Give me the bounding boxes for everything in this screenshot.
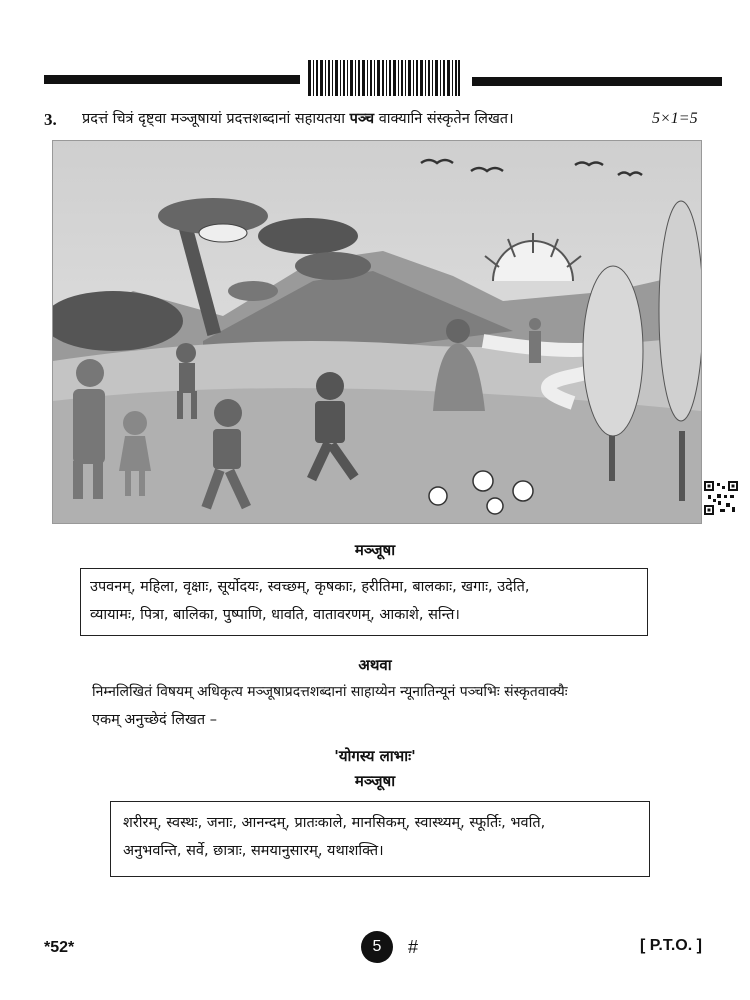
question-text: प्रदत्तं चित्रं दृष्ट्वा मञ्जूषायां प्रदत्तशब्दानां सहायतया पञ्च वाक्यानि संस्कृतेन लिखत। (82, 111, 514, 127)
word-box-1-line-1: उपवनम्, महिला, वृक्षाः, सूर्योदयः, स्वच्छम्, कृषकाः, हरीतिमा, बालकाः, खगाः, उदेति, (90, 579, 530, 595)
header-rule-left (44, 75, 300, 84)
word-box-heading: मञ्जूषा (354, 541, 396, 559)
question-marks: 5×1=5 (652, 110, 698, 127)
barcode-icon (308, 60, 460, 96)
essay-topic: 'योगस्य लाभाः' (334, 747, 416, 765)
alternative-instruction-line-1: निम्नलिखितं विषयम् अधिकृत्य मञ्जूषाप्रदत्तशब्दानां साहाय्येन न्यूनातिन्यूनं पञ्चभिः संस्कृतवाक्यैः (92, 684, 568, 700)
or-heading: अथवा (358, 656, 392, 674)
word-box-1 (80, 568, 648, 636)
page-number: 5 (361, 931, 393, 963)
word-box-2-line-1: शरीरम्, स्वस्थः, जनाः, आनन्दम्, प्रातःकाले, मानसिकम्, स्वास्थ्यम्, स्फूर्तिः, भवति, (123, 815, 546, 831)
word-box-1-line-2: व्यायामः, पित्रा, बालिका, पुष्पाणि, धावति, वातावरणम्, आकाशे, सन्ति। (90, 607, 460, 623)
header-rule-right (472, 77, 722, 86)
qr-code-icon (704, 481, 738, 515)
man-walking-far-icon (529, 318, 541, 363)
paper-code: *52* (44, 939, 75, 956)
picture-scene-illustration-icon (53, 141, 701, 523)
word-box-heading-2: मञ्जूषा (354, 772, 396, 790)
please-turn-over: [ P.T.O. ] (640, 937, 702, 954)
scene-picture (52, 140, 702, 524)
alternative-instruction (92, 678, 732, 734)
word-box-2 (110, 801, 650, 877)
word-box-2-line-2: अनुभवन्ति, सर्वे, छात्राः, समयानुसारम्, यथाशक्ति। (123, 843, 384, 859)
question-number: 3. (44, 110, 57, 129)
alternative-instruction-line-2: एकम् अनुच्छेदं लिखत – (92, 712, 217, 728)
question-text-bold: पञ्च (349, 111, 375, 127)
hash-mark: # (408, 937, 419, 957)
